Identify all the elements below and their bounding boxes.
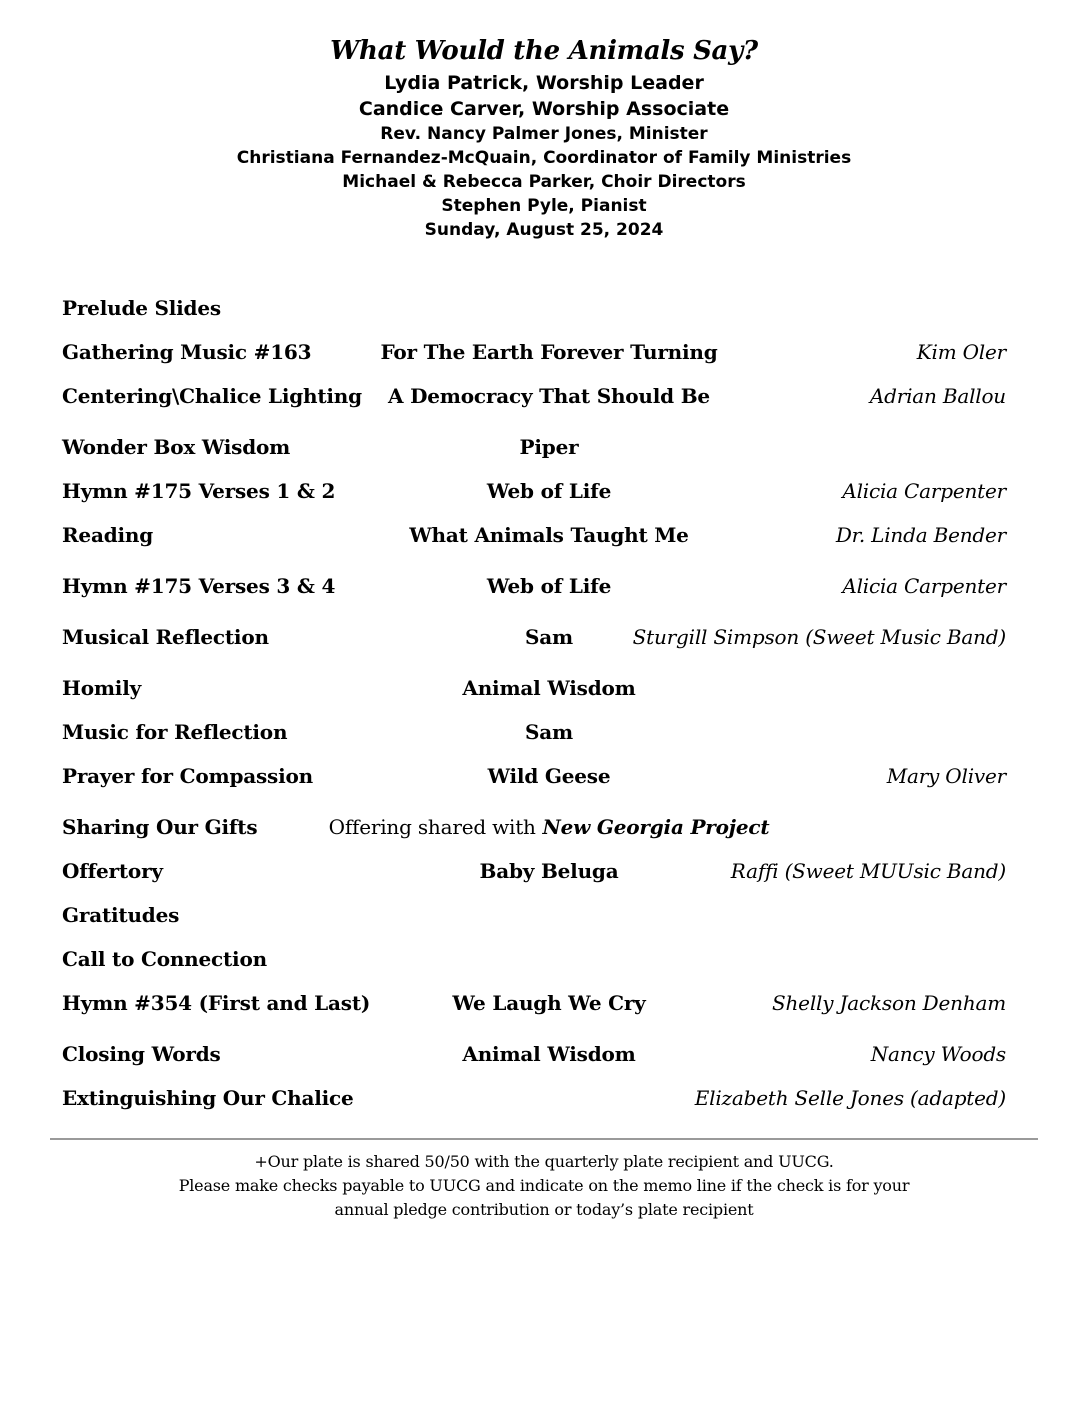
program-element: Wonder Box Wisdom bbox=[62, 435, 291, 459]
program-row bbox=[62, 937, 1006, 981]
program-row bbox=[62, 849, 1006, 893]
program-row bbox=[62, 893, 1006, 937]
minister-line: Rev. Nancy Palmer Jones, Minister bbox=[380, 124, 708, 144]
order-of-service-program bbox=[62, 286, 1006, 1120]
program-element: Hymn #175 Verses 3 & 4 bbox=[62, 574, 336, 598]
program-credit: Adrian Ballou bbox=[869, 384, 1006, 408]
program-credit: Raffi (Sweet MUUsic Band) bbox=[730, 859, 1006, 883]
footer-line: annual pledge contribution or today’s plate recipient bbox=[334, 1200, 754, 1219]
program-element: Hymn #354 (First and Last) bbox=[62, 991, 371, 1015]
offering-note bbox=[329, 805, 770, 849]
program-credit: Sturgill Simpson (Sweet Music Band) bbox=[632, 625, 1006, 649]
service-title: What Would the Animals Say? bbox=[330, 36, 758, 66]
program-row bbox=[62, 564, 1006, 615]
program-credit: Nancy Woods bbox=[870, 1042, 1006, 1066]
program-credit: Alicia Carpenter bbox=[842, 574, 1006, 598]
program-element: Prayer for Compassion bbox=[62, 764, 313, 788]
program-row bbox=[62, 754, 1006, 805]
program-row bbox=[62, 615, 1006, 666]
program-element: Hymn #175 Verses 1 & 2 bbox=[62, 479, 336, 503]
family-ministries-line: Christiana Fernandez-McQuain, Coordinator of Family Ministries bbox=[236, 148, 852, 168]
program-row bbox=[62, 425, 1006, 469]
worship-leader-line: Lydia Patrick, Worship Leader bbox=[384, 72, 704, 94]
program-title: Web of Life bbox=[486, 574, 612, 598]
program-row bbox=[62, 469, 1006, 513]
program-title: A Democracy That Should Be bbox=[388, 384, 710, 408]
program-element: Extinguishing Our Chalice bbox=[62, 1086, 354, 1110]
plate-sharing-note bbox=[0, 1150, 1088, 1222]
pianist-line: Stephen Pyle, Pianist bbox=[441, 196, 647, 216]
program-row bbox=[62, 330, 1006, 374]
program-title: Piper bbox=[519, 435, 579, 459]
program-element: Call to Connection bbox=[62, 947, 267, 971]
footer-divider bbox=[50, 1138, 1038, 1140]
program-element: Reading bbox=[62, 523, 154, 547]
program-title: Animal Wisdom bbox=[462, 676, 636, 700]
program-element: Sharing Our Gifts bbox=[62, 815, 258, 839]
program-element: Centering\Chalice Lighting bbox=[62, 384, 362, 408]
program-credit: Shelly Jackson Denham bbox=[772, 991, 1006, 1015]
footer-line: +Our plate is shared 50/50 with the quarterly plate recipient and UUCG. bbox=[254, 1152, 834, 1171]
service-date: Sunday, August 25, 2024 bbox=[424, 220, 664, 240]
program-row bbox=[62, 1032, 1006, 1076]
program-row bbox=[62, 1076, 1006, 1120]
program-title: Baby Beluga bbox=[479, 859, 619, 883]
offering-organization: New Georgia Project bbox=[542, 815, 770, 839]
program-element: Musical Reflection bbox=[62, 625, 269, 649]
program-element: Closing Words bbox=[62, 1042, 221, 1066]
choir-directors-line: Michael & Rebecca Parker, Choir Directors bbox=[342, 172, 746, 192]
program-title: Web of Life bbox=[486, 479, 612, 503]
offering-prefix: Offering shared with bbox=[328, 815, 536, 839]
program-element: Offertory bbox=[62, 859, 163, 883]
program-credit: Alicia Carpenter bbox=[842, 479, 1006, 503]
order-of-service-header bbox=[0, 32, 1088, 242]
program-title: For The Earth Forever Turning bbox=[380, 340, 718, 364]
program-title: Sam bbox=[525, 720, 573, 744]
program-element: Prelude Slides bbox=[62, 296, 221, 320]
program-row bbox=[62, 981, 1006, 1032]
program-row bbox=[62, 513, 1006, 564]
program-row bbox=[62, 374, 1006, 425]
program-title: Animal Wisdom bbox=[462, 1042, 636, 1066]
program-element: Homily bbox=[62, 676, 142, 700]
program-title: Wild Geese bbox=[487, 764, 611, 788]
program-title: Sam bbox=[525, 625, 573, 649]
program-title: What Animals Taught Me bbox=[409, 523, 689, 547]
program-element: Gathering Music #163 bbox=[62, 340, 312, 364]
program-element: Music for Reflection bbox=[62, 720, 288, 744]
program-credit: Mary Oliver bbox=[886, 764, 1006, 788]
worship-associate-line: Candice Carver, Worship Associate bbox=[358, 98, 730, 120]
footer-line: Please make checks payable to UUCG and indicate on the memo line if the check is for your bbox=[178, 1176, 910, 1195]
program-row bbox=[62, 805, 1006, 849]
program-title: We Laugh We Cry bbox=[452, 991, 646, 1015]
program-credit: Dr. Linda Bender bbox=[835, 523, 1006, 547]
program-credit: Elizabeth Selle Jones (adapted) bbox=[694, 1086, 1006, 1110]
program-credit: Kim Oler bbox=[916, 340, 1006, 364]
program-row bbox=[62, 710, 1006, 754]
program-row bbox=[62, 666, 1006, 710]
program-row bbox=[62, 286, 1006, 330]
program-element: Gratitudes bbox=[62, 903, 180, 927]
